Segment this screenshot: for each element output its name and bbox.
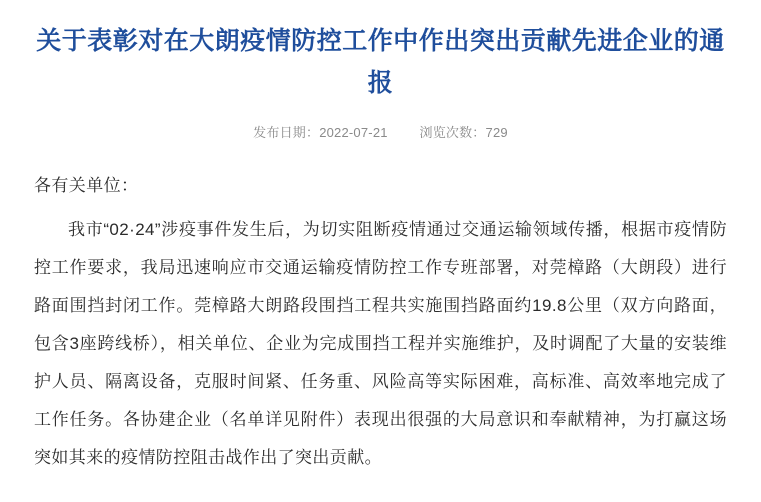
view-count-value: 729 bbox=[485, 125, 508, 140]
page-title: 关于表彰对在大朗疫情防控工作中作出突出贡献先进企业的通报 bbox=[36, 27, 725, 97]
document-body bbox=[0, 141, 761, 477]
publish-date bbox=[253, 122, 388, 141]
view-count-label: 浏览次数： bbox=[419, 125, 486, 140]
document-meta bbox=[0, 104, 761, 141]
view-count bbox=[420, 122, 508, 141]
body-paragraph-1: 我市“02·24”涉疫事件发生后，为切实阻断疫情通过交通运输领域传播，根据市疫情防控工作要求，我局迅速响应市交通运输疫情防控工作专班部署，对莞樟路（大朗段）进行路面围挡封闭工作。莞樟路大朗路段围挡工程共实施围挡路面约19.8公里（双方向路面，包含3座跨线桥），相关单位、企业为完成围挡工程并实施维护，及时调配了大量的安装维护人员、隔离设备，克服时间紧、任务重、风险高等实际困难，高标准、高效率地完成了工作任务。各协建企业（名单详见附件）表现出很强的大局意识和奉献精神，为打赢这场突如其来的疫情防控阻击战作出了突出贡献。 bbox=[34, 220, 727, 467]
publish-date-label: 发布日期： bbox=[253, 125, 320, 140]
publish-date-value: 2022-07-21 bbox=[319, 125, 388, 140]
salutation: 各有关单位： bbox=[34, 176, 139, 195]
